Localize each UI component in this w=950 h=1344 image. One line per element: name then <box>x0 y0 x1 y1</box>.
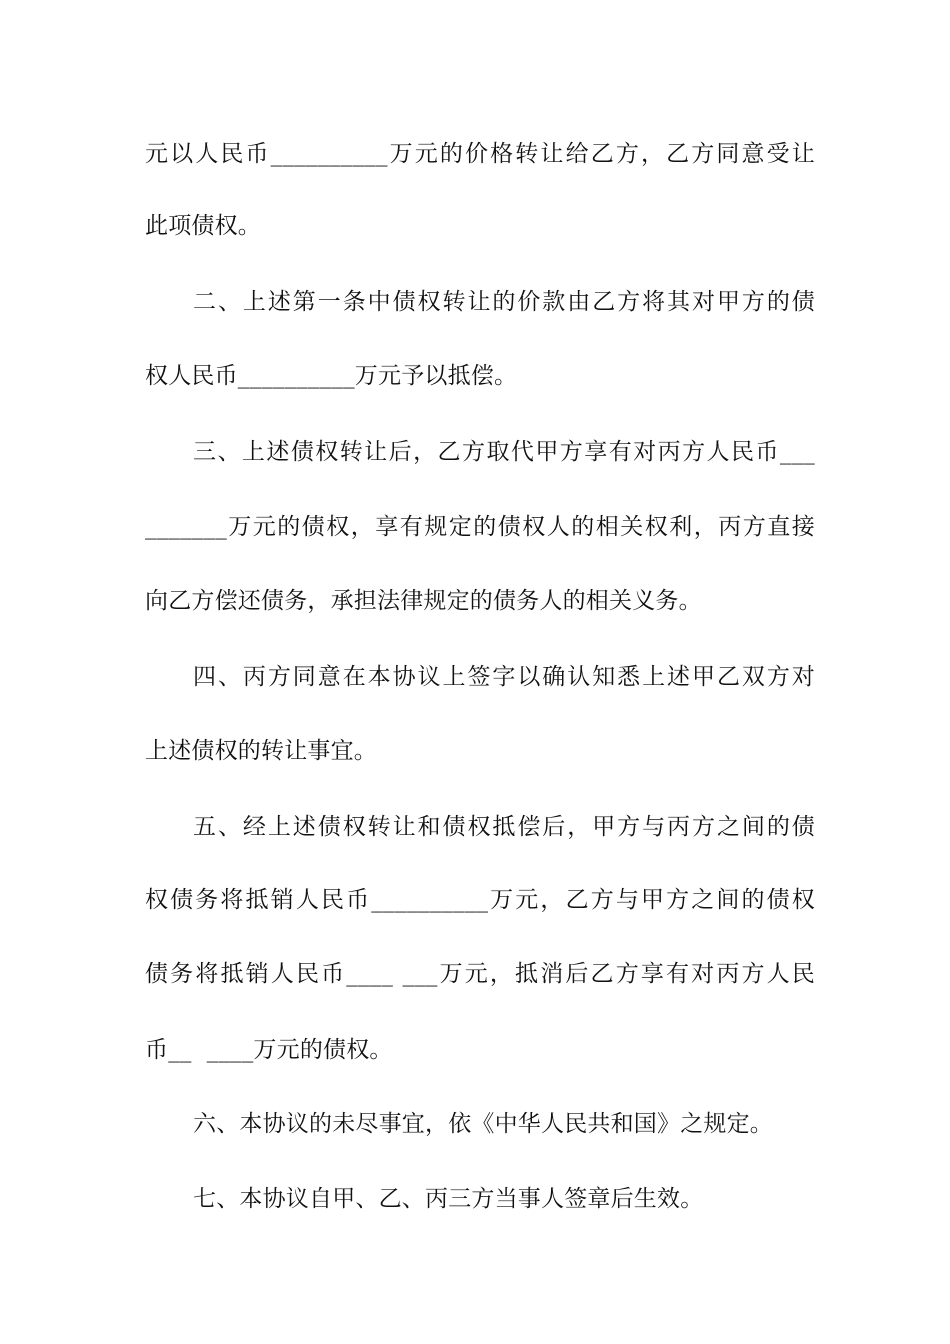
text-line: 向乙方偿还债务，承担法律规定的债务人的相关义务。 <box>145 588 702 614</box>
text-line: 债务将抵销人民币____ ___万元，抵消后乙方享有对丙方人民 <box>145 961 815 987</box>
clause-5-line: 五、经上述债权转让和债权抵偿后，甲方与丙方之间的债 <box>193 814 815 840</box>
clause-7-line: 七、本协议自甲、乙、丙三方当事人签章后生效。 <box>193 1186 704 1212</box>
clause-3-line: 三、上述债权转让后，乙方取代甲方享有对丙方人民币___ <box>193 439 815 465</box>
text-line: 权人民币__________万元予以抵偿。 <box>145 363 518 389</box>
clause-4-line: 四、丙方同意在本协议上签字以确认知悉上述甲乙双方对 <box>193 664 815 690</box>
text-line: 元以人民币__________万元的价格转让给乙方，乙方同意受让 <box>145 141 815 167</box>
text-line: 币__ ____万元的债权。 <box>145 1037 393 1063</box>
clause-6-line: 六、本协议的未尽事宜，依《中华人民共和国》之规定。 <box>193 1111 773 1137</box>
text-line: 此项债权。 <box>145 213 261 239</box>
text-line: 上述债权的转让事宜。 <box>145 738 377 764</box>
text-line: _______万元的债权，享有规定的债权人的相关权利，丙方直接 <box>145 514 815 540</box>
text-line: 权债务将抵销人民币__________万元，乙方与甲方之间的债权 <box>145 887 815 913</box>
clause-2-line: 二、上述第一条中债权转让的价款由乙方将其对甲方的债 <box>193 289 815 315</box>
